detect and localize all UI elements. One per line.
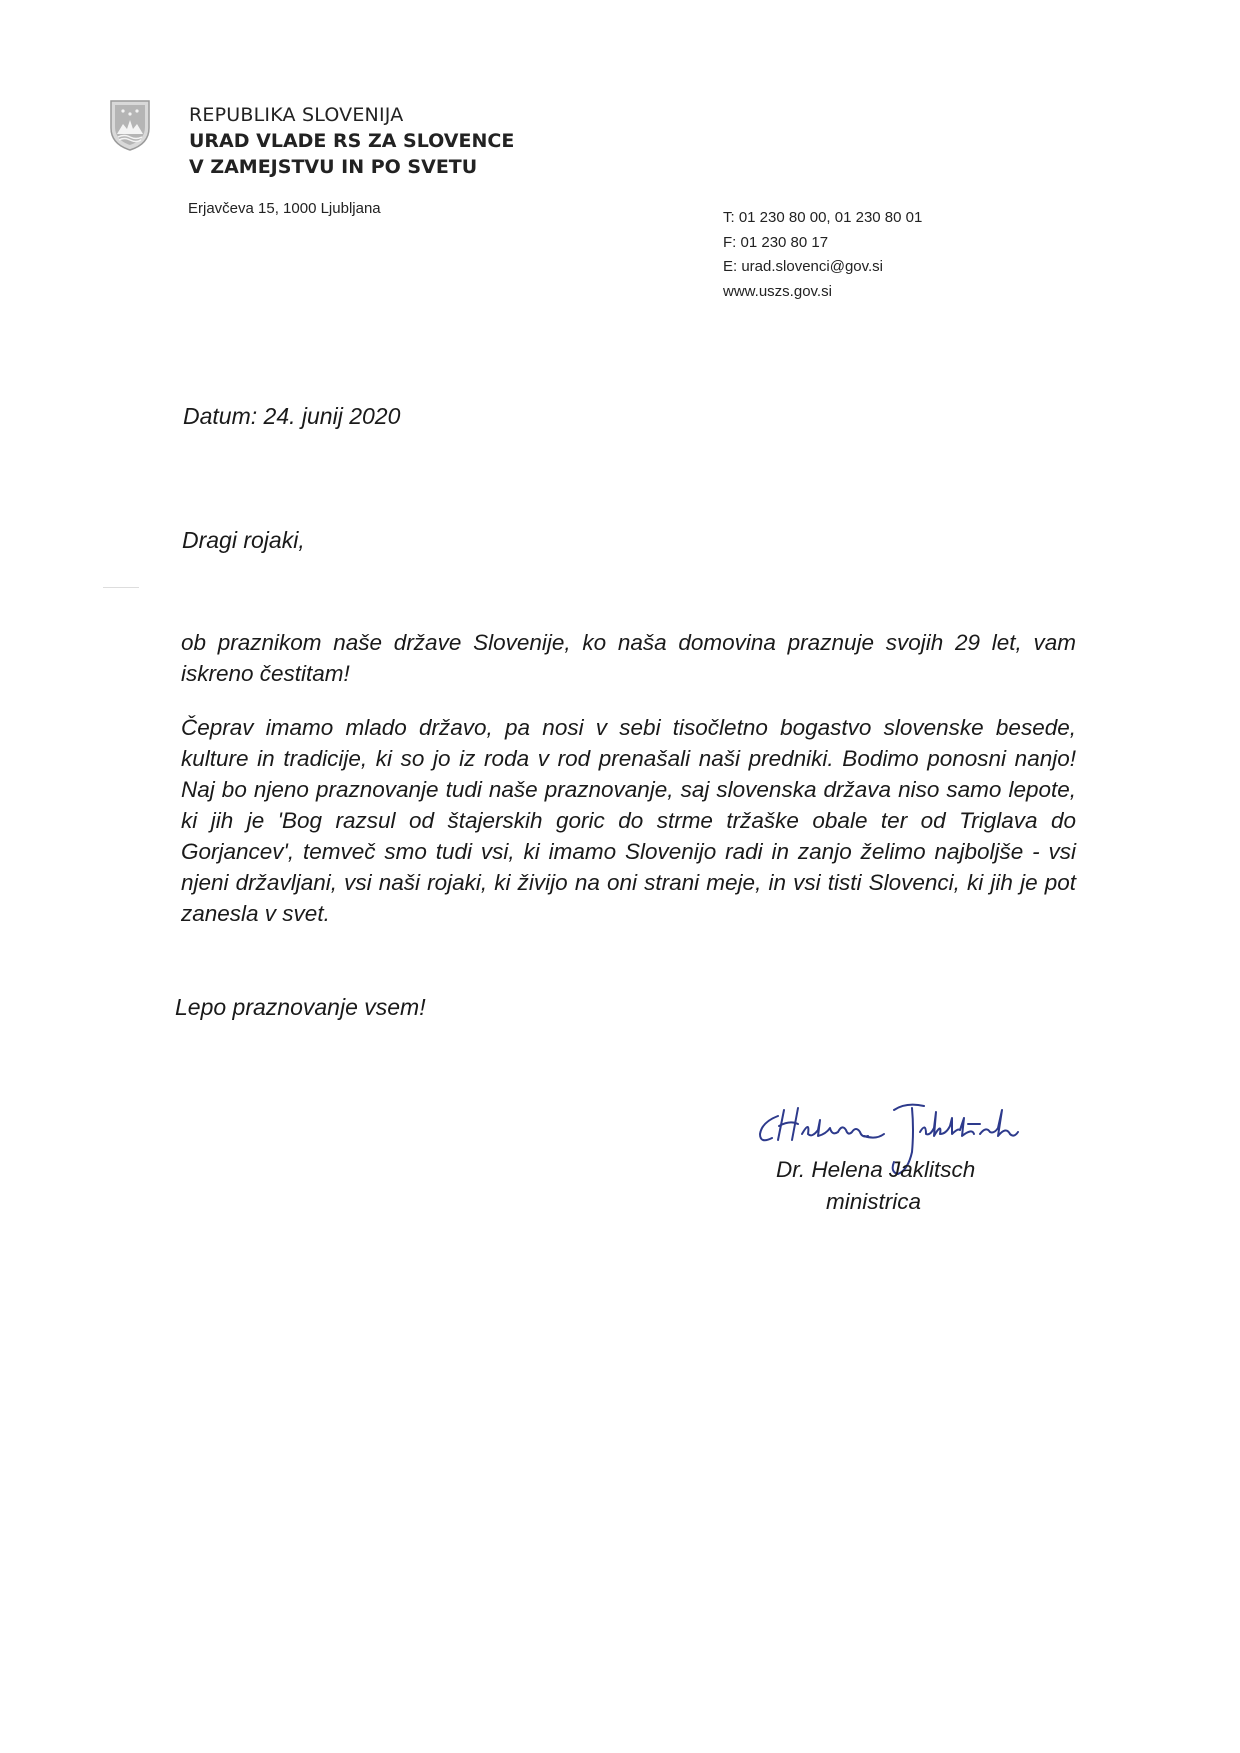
letter-date: Datum: 24. junij 2020 bbox=[183, 403, 401, 429]
fold-mark bbox=[103, 587, 139, 588]
signer-title: ministrica bbox=[826, 1189, 922, 1214]
office-name-line2: V ZAMEJSTVU IN PO SVETU bbox=[189, 156, 478, 178]
website-line: www.uszs.gov.si bbox=[723, 282, 832, 300]
phone-line: T: 01 230 80 00, 01 230 80 01 bbox=[723, 209, 923, 226]
letter-paragraph-2: Čeprav imamo mlado državo, pa nosi v sebi tisočletno bogastvo slovenske besede, kulture in tradicije, ki so jo iz roda v rod prenašali naši predniki. Bodimo ponosni nanjo! Naj bo njeno praznovanje tudi naše praznovanje, saj slovenska država niso samo lepote, ki jih je 'Bog razsul od štajerskih goric do strme tržaške obale ter od Triglava do Gorjancev', temveč smo tudi vsi, ki imamo Slovenijo radi in zanjo želimo najboljše - vsi njeni državljani, vsi naši rojaki, ki živijo na oni strani meje, in vsi tisti Slovenci, ki jih je pot zanesla v svet. bbox=[181, 715, 1076, 926]
email-line: E: urad.slovenci@gov.si bbox=[723, 258, 884, 275]
letter-greeting: Dragi rojaki, bbox=[182, 527, 305, 553]
office-address: Erjavčeva 15, 1000 Ljubljana bbox=[188, 200, 381, 217]
office-name-line1: URAD VLADE RS ZA SLOVENCE bbox=[189, 130, 515, 152]
signer-name: Dr. Helena Jaklitsch bbox=[776, 1157, 976, 1182]
letter-paragraph-1: ob praznikom naše države Slovenije, ko naša domovina praznuje svojih 29 let, vam iskreno čestitam! bbox=[181, 630, 1076, 686]
country-name: REPUBLIKA SLOVENIJA bbox=[189, 104, 404, 126]
fax-line: F: 01 230 80 17 bbox=[723, 233, 829, 251]
letter-closing: Lepo praznovanje vsem! bbox=[175, 994, 426, 1020]
institution-header bbox=[189, 102, 514, 180]
coat-of-arms-icon bbox=[108, 98, 152, 152]
contact-block bbox=[723, 206, 922, 304]
